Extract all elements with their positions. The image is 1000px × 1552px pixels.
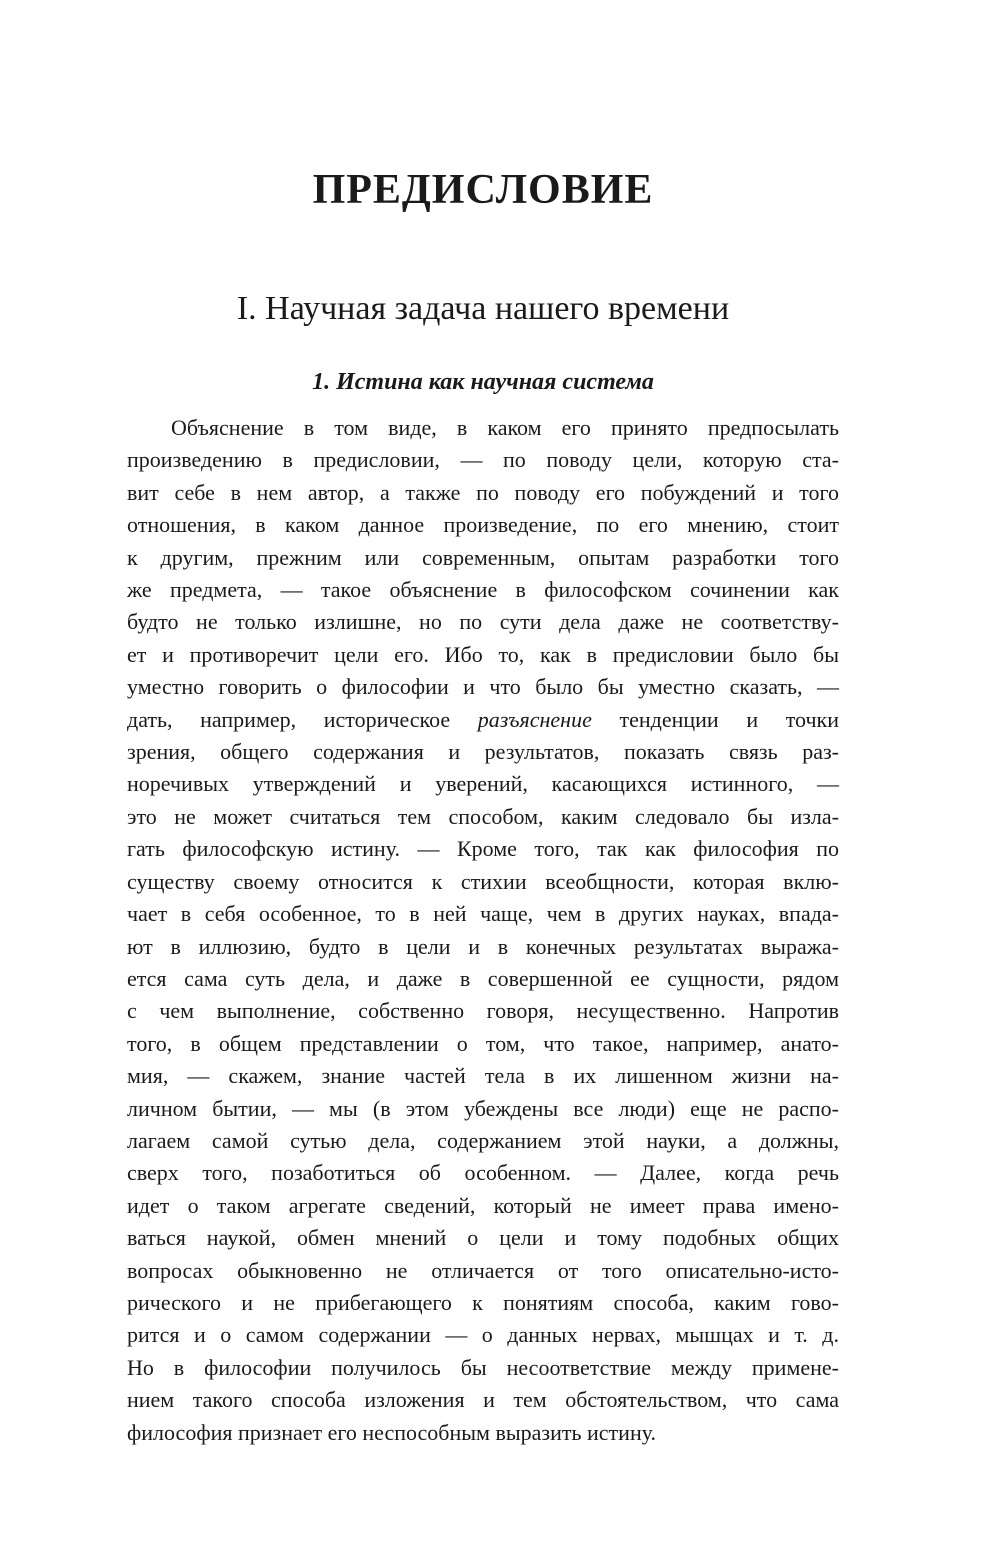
text-line: вит себе в нем автор, а также по поводу его побуждений и того [127, 479, 839, 505]
text-run: дать, например, историческое [127, 706, 478, 732]
section-heading: I. Научная задача нашего времени [236, 290, 730, 327]
text-line: зрения, общего содержания и результатов, показать связь раз- [127, 739, 839, 765]
text-line: Но в философии получилось бы несоответствие между примене- [127, 1354, 839, 1380]
text-line: ют в иллюзию, будто в цели и в конечных результатах выража- [127, 933, 839, 959]
text-line [127, 704, 839, 736]
text-line: рического и не прибегающего к понятиям способа, каким гово- [127, 1289, 839, 1315]
text-line: с чем выполнение, собственно говоря, несущественно. Напротив [127, 998, 839, 1024]
text-line: это не может считаться тем способом, каким следовало бы изла- [127, 803, 839, 829]
text-line: чает в себя особенное, то в ней чаще, чем в других науках, впада- [127, 901, 839, 927]
text-line: существу своему относится к стихии всеобщности, которая вклю- [127, 868, 839, 894]
text-line: норечивых утверждений и уверений, касающихся истинного, — [127, 771, 839, 797]
text-line: ется сама суть дела, и даже в совершенной ее сущности, рядом [127, 965, 839, 991]
text-line: сверх того, позаботиться об особенном. — Далее, когда речь [127, 1160, 839, 1186]
text-line: вопросах обыкновенно не отличается от того описательно-исто- [127, 1257, 839, 1283]
text-line: гать философскую истину. — Кроме того, так как философия по [127, 836, 839, 862]
text-line: будто не только излишне, но по сути дела даже не соответству- [127, 609, 839, 635]
text-line: произведению в предисловии, — по поводу цели, которую ста- [127, 447, 839, 473]
text-line: к другим, прежним или современным, опытам разработки того [127, 544, 839, 570]
text-line: идет о таком агрегате сведений, который не имеет права имено- [127, 1192, 839, 1218]
subsection-heading: 1. Истина как научная система [312, 369, 654, 395]
text-line: Объяснение в том виде, в каком его принято предпосылать [171, 415, 839, 440]
text-line: рится и о самом содержании — о данных нервах, мышцах и т. д. [127, 1322, 839, 1348]
text-line: же предмета, — такое объяснение в философском сочинении как [127, 577, 839, 603]
page-title: ПРЕДИСЛОВИЕ [312, 167, 654, 213]
text-line: ет и противоречит цели его. Ибо то, как в предисловии было бы [127, 641, 839, 667]
text-line: лагаем самой сутью дела, содержанием этой науки, а должны, [127, 1127, 839, 1153]
text-line: уместно говорить о философии и что было бы уместно сказать, — [127, 674, 839, 700]
text-line: ваться наукой, обмен мнений о цели и тому подобных общих [127, 1225, 839, 1251]
text-line: отношения, в каком данное произведение, по его мнению, стоит [127, 512, 839, 538]
text-line: нием такого способа изложения и тем обстоятельством, что сама [127, 1387, 839, 1413]
text-line: того, в общем представлении о том, что такое, например, анато- [127, 1030, 839, 1056]
text-line: мия, — скажем, знание частей тела в их лишенном жизни на- [127, 1063, 839, 1089]
emphasis: разъяснение [477, 706, 592, 732]
body-paragraph [127, 412, 839, 1449]
text-run: тенденции и точки [591, 706, 840, 732]
text-line: личном бытии, — мы (в этом убеждены все люди) еще не распо- [127, 1095, 839, 1121]
text-line: философия признает его неспособным выразить истину. [127, 1419, 657, 1445]
